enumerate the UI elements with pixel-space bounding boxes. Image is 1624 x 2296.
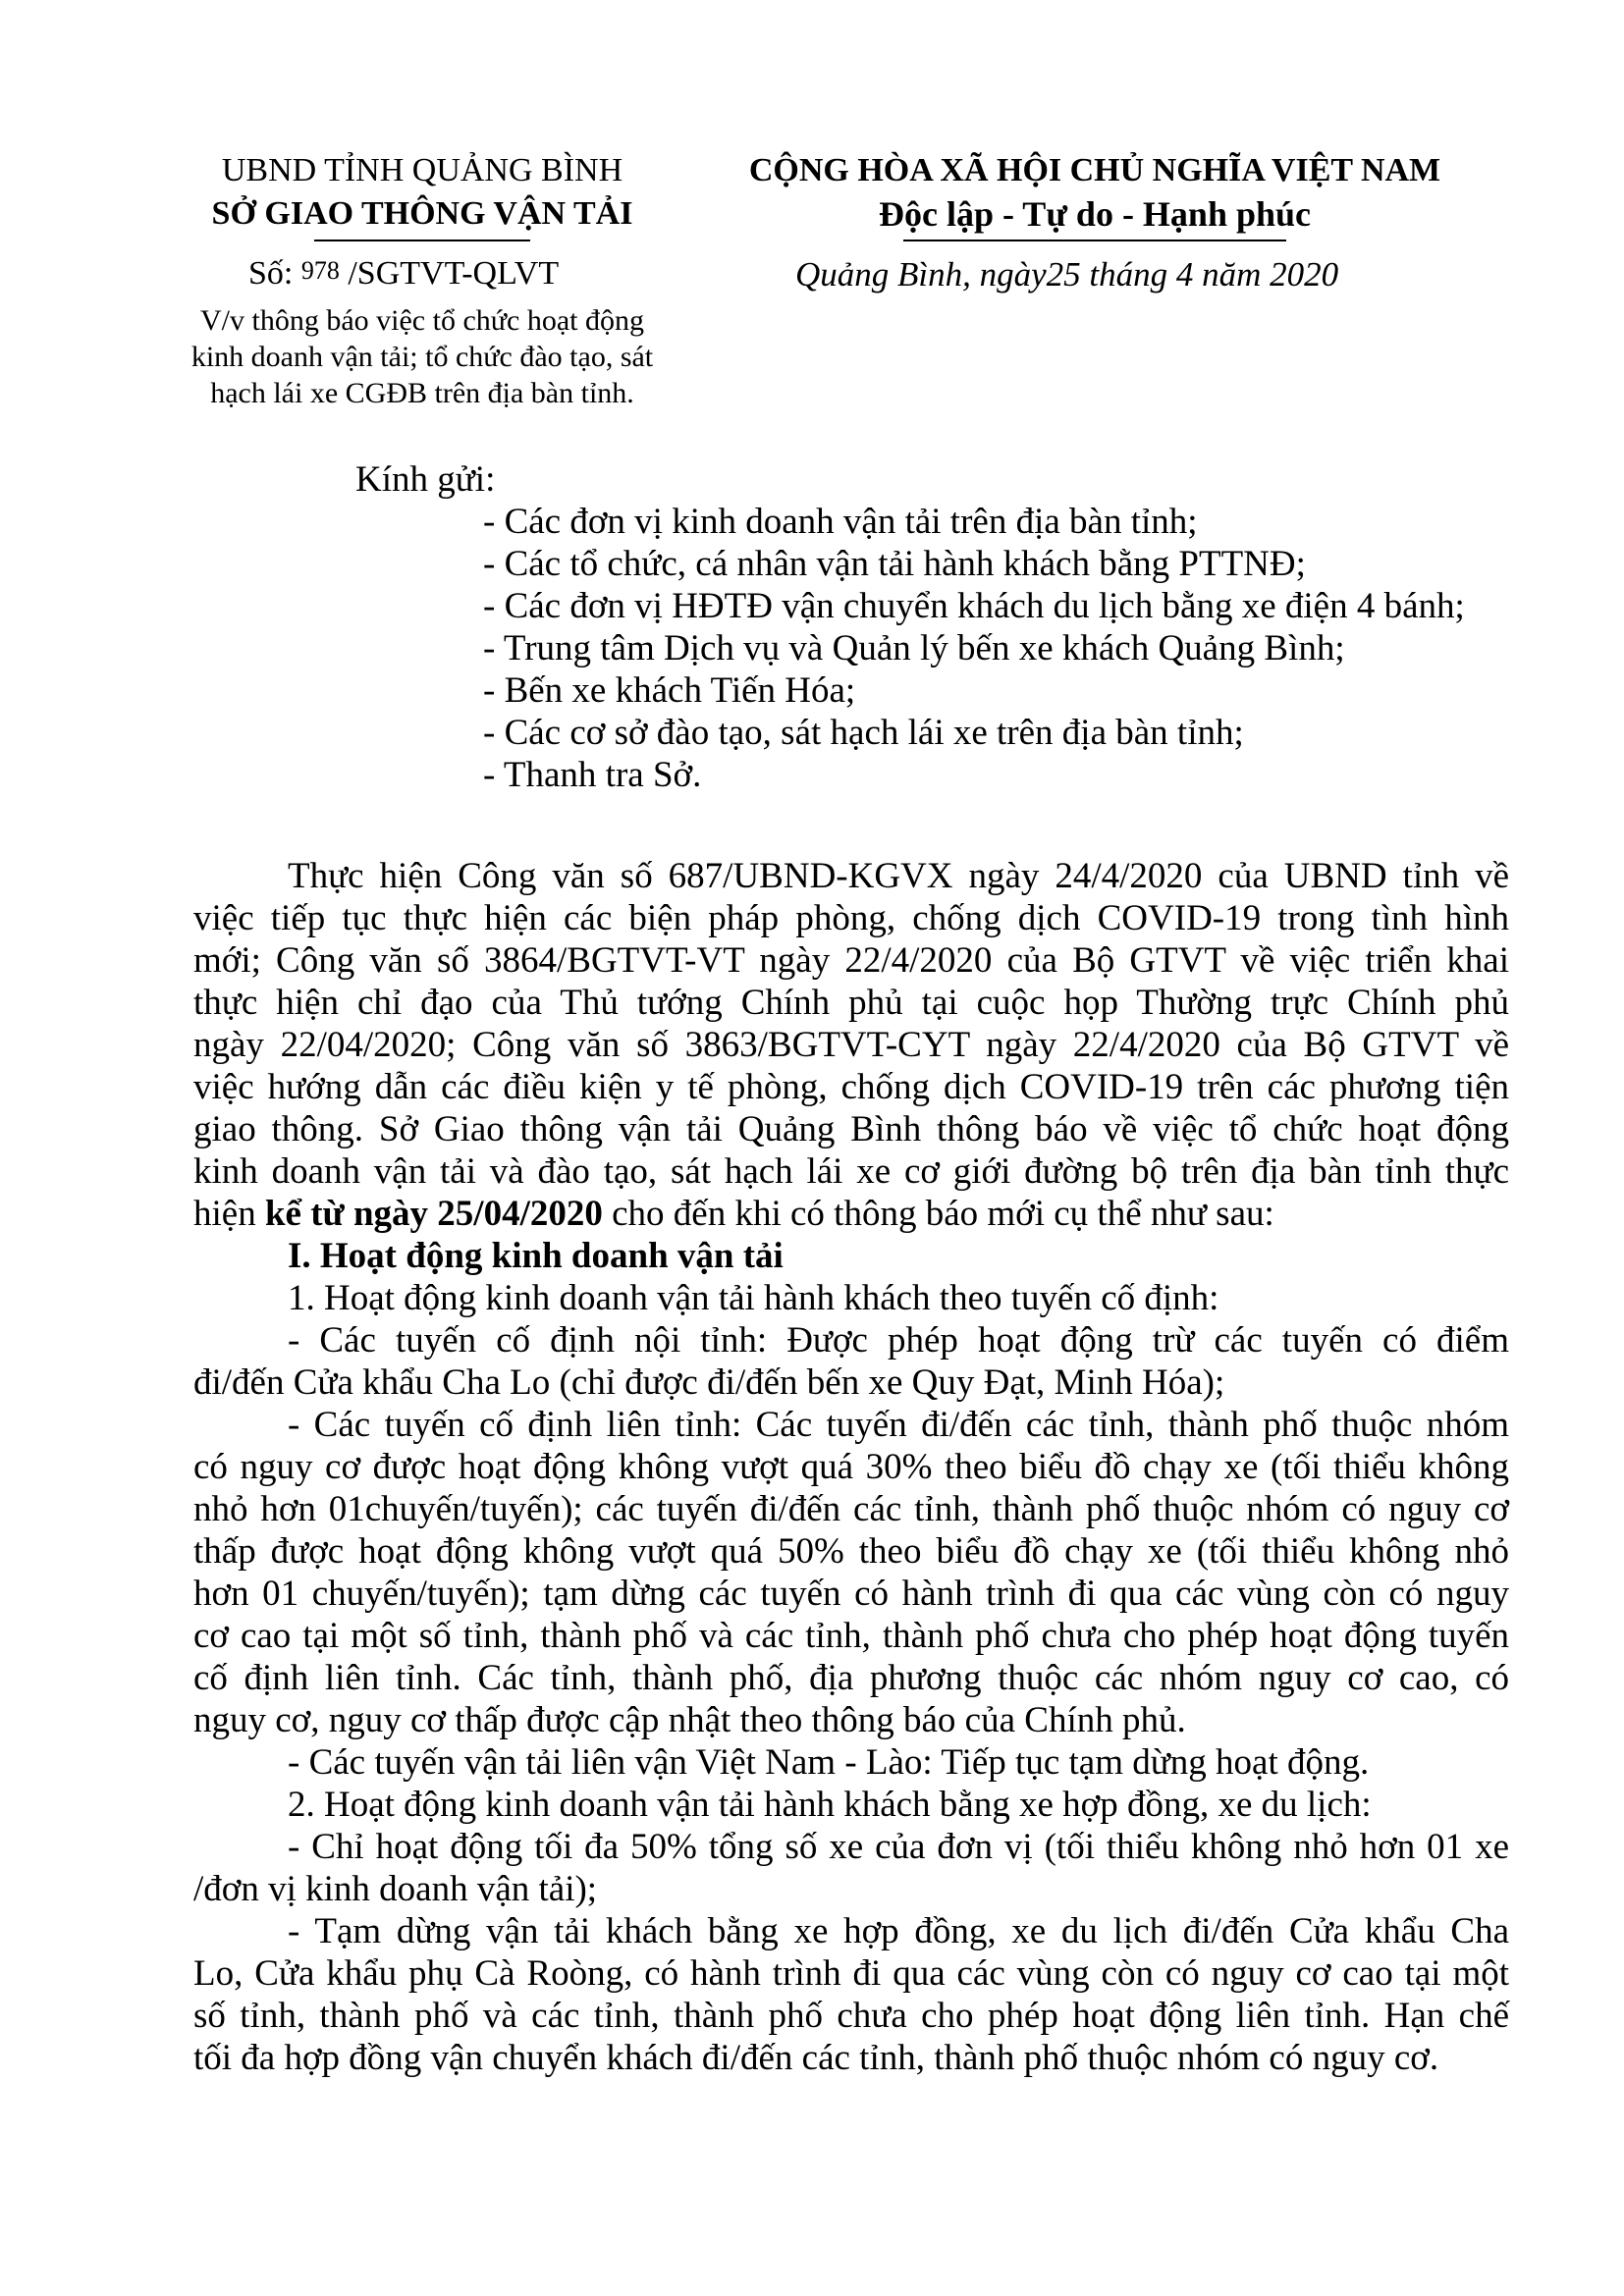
number-suffix: /SGTVT-QLVT [348, 255, 560, 292]
recipient-item: - Các cơ sở đào tạo, sát hạch lái xe trên địa bàn tỉnh; [483, 713, 1244, 753]
recipient-item: - Các tổ chức, cá nhân vận tải hành khách bằng PTTNĐ; [483, 544, 1306, 584]
item1-b-line: cố định liên tỉnh. Các tỉnh, thành phố, địa phương thuộc các nhóm nguy cơ cao, có [193, 1658, 1509, 1698]
item1-b-line: hơn 01 chuyến/tuyến); tạm dừng các tuyến có hành trình đi qua các vùng còn có nguy [193, 1574, 1509, 1614]
intro-line: giao thông. Sở Giao thông vận tải Quảng Bình thông báo về việc tổ chức hoạt động [193, 1109, 1509, 1149]
recipient-item: - Thanh tra Sở. [483, 755, 702, 795]
date-day: 25 [1046, 255, 1081, 294]
document-number [248, 252, 559, 297]
intro-line: Thực hiện Công văn số 687/UBND-KGVX ngày 24/4/2020 của UBND tỉnh về [288, 856, 1509, 896]
item1-a-paragraph [193, 1319, 1509, 1404]
item1-b-line: nhỏ hơn 01chuyến/tuyến); các tuyến đi/đến các tỉnh, thành phố thuộc nhóm có nguy cơ [193, 1489, 1509, 1529]
recipient-item: - Các đơn vị HĐTĐ vận chuyển khách du lịch bằng xe điện 4 bánh; [483, 586, 1465, 626]
item2-b-line: Lo, Cửa khẩu phụ Cà Roòng, có hành trình đi qua các vùng còn có nguy cơ cao tại một [193, 1953, 1509, 1994]
intro-last-suffix: cho đến khi có thông báo mới cụ thể như sau: [602, 1194, 1274, 1234]
item2-b-line: tối đa hợp đồng vận chuyển khách đi/đến các tỉnh, thành phố thuộc nhóm có nguy cơ. [193, 2038, 1439, 2078]
intro-last-line [193, 1193, 1509, 1235]
date-suffix: tháng 4 năm 2020 [1080, 255, 1339, 294]
item1-b-line: có nguy cơ được hoạt động không vượt quá 30% theo biểu đồ chạy xe (tối thiểu không [193, 1447, 1509, 1487]
recipient-item: - Các đơn vị kinh doanh vận tải trên địa bàn tỉnh; [483, 502, 1198, 542]
item1-title: 1. Hoạt động kinh doanh vận tải hành khách theo tuyến cố định: [288, 1278, 1219, 1318]
subject-line-3: hạch lái xe CGĐB trên địa bàn tỉnh. [210, 377, 634, 409]
item2-a-line: /đơn vị kinh doanh vận tải); [193, 1869, 598, 1909]
department-underline [314, 240, 530, 241]
item1-c: - Các tuyến vận tải liên vận Việt Nam - Lào: Tiếp tục tạm dừng hoạt động. [288, 1742, 1370, 1783]
subject-line-2: kinh doanh vận tải; tổ chức đào tạo, sát [190, 341, 654, 373]
item2-title: 2. Hoạt động kinh doanh vận tải hành khách bằng xe hợp đồng, xe du lịch: [288, 1785, 1372, 1825]
item1-b-line: nguy cơ, nguy cơ thấp được cập nhật theo thông báo của Chính phủ. [193, 1700, 1186, 1740]
intro-last-prefix: hiện [193, 1194, 265, 1234]
item2-a-paragraph [193, 1826, 1509, 1910]
number-label: Số: [248, 255, 294, 292]
effective-date: kể từ ngày 25/04/2020 [264, 1194, 603, 1234]
intro-line: kinh doanh vận tải và đào tạo, sát hạch lái xe cơ giới đường bộ trên địa bàn tỉnh thực [193, 1151, 1509, 1192]
number-value: 978 [300, 256, 340, 285]
section-heading: I. Hoạt động kinh doanh vận tải [288, 1236, 784, 1276]
item2-b-paragraph [193, 1910, 1509, 2079]
recipient-item: - Bến xe khách Tiến Hóa; [483, 670, 856, 711]
intro-line: thực hiện chỉ đạo của Thủ tướng Chính phủ tại cuộc họp Thường trực Chính phủ [193, 983, 1509, 1023]
item2-b-line: - Tạm dừng vận tải khách bằng xe hợp đồng, xe du lịch đi/đến Cửa khẩu Cha [288, 1911, 1509, 1951]
recipient-item: - Trung tâm Dịch vụ và Quản lý bến xe khách Quảng Bình; [483, 628, 1345, 668]
intro-paragraph [193, 855, 1509, 1235]
intro-line: mới; Công văn số 3864/BGTVT-VT ngày 22/4/2020 của Bộ GTVT về việc triển khai [193, 940, 1509, 981]
item2-a-line: - Chỉ hoạt động tối đa 50% tổng số xe của đơn vị (tối thiểu không nhỏ hơn 01 xe [288, 1827, 1509, 1867]
item1-a-line: - Các tuyến cố định nội tỉnh: Được phép hoạt động trừ các tuyến có điểm [288, 1320, 1509, 1361]
intro-line: việc hướng dẫn các điều kiện y tế phòng, chống dịch COVID-19 trên các phương tiện [193, 1067, 1509, 1107]
nation-title: CỘNG HÒA XÃ HỘI CHỦ NGHĨA VIỆT NAM [748, 152, 1441, 188]
item2-b-line: số tỉnh, thành phố và các tỉnh, thành phố chưa cho phép hoạt động liên tỉnh. Hạn chế [193, 1996, 1509, 2036]
greeting: Kính gửi: [355, 459, 496, 500]
motto: Độc lập - Tự do - Hạnh phúc [878, 194, 1312, 234]
agency-name: UBND TỈNH QUẢNG BÌNH [221, 152, 623, 188]
subject-line-1: V/v thông báo việc tổ chức hoạt động [200, 304, 644, 337]
intro-line: việc tiếp tục thực hiện các biện pháp phòng, chống dịch COVID-19 trong tình hình [193, 898, 1509, 938]
date-prefix: Quảng Bình, ngày [795, 255, 1047, 294]
department-name: SỞ GIAO THÔNG VẬN TẢI [211, 195, 633, 232]
item1-b-paragraph [193, 1404, 1509, 1741]
intro-line: ngày 22/04/2020; Công văn số 3863/BGTVT-CYT ngày 22/4/2020 của Bộ GTVT về [193, 1025, 1509, 1065]
item1-a-line: đi/đến Cửa khẩu Cha Lo (chỉ được đi/đến bến xe Quy Đạt, Minh Hóa); [193, 1362, 1225, 1403]
item1-b-line: - Các tuyến cố định liên tỉnh: Các tuyến đi/đến các tỉnh, thành phố thuộc nhóm [288, 1405, 1509, 1445]
item1-b-line: cơ cao tại một số tỉnh, thành phố và các tỉnh, thành phố chưa cho phép hoạt động tuyến [193, 1616, 1509, 1656]
item1-b-line: thấp được hoạt động không vượt quá 50% theo biểu đồ chạy xe (tối thiểu không nhỏ [193, 1531, 1509, 1572]
document-date [795, 253, 1338, 296]
motto-underline [903, 240, 1286, 241]
